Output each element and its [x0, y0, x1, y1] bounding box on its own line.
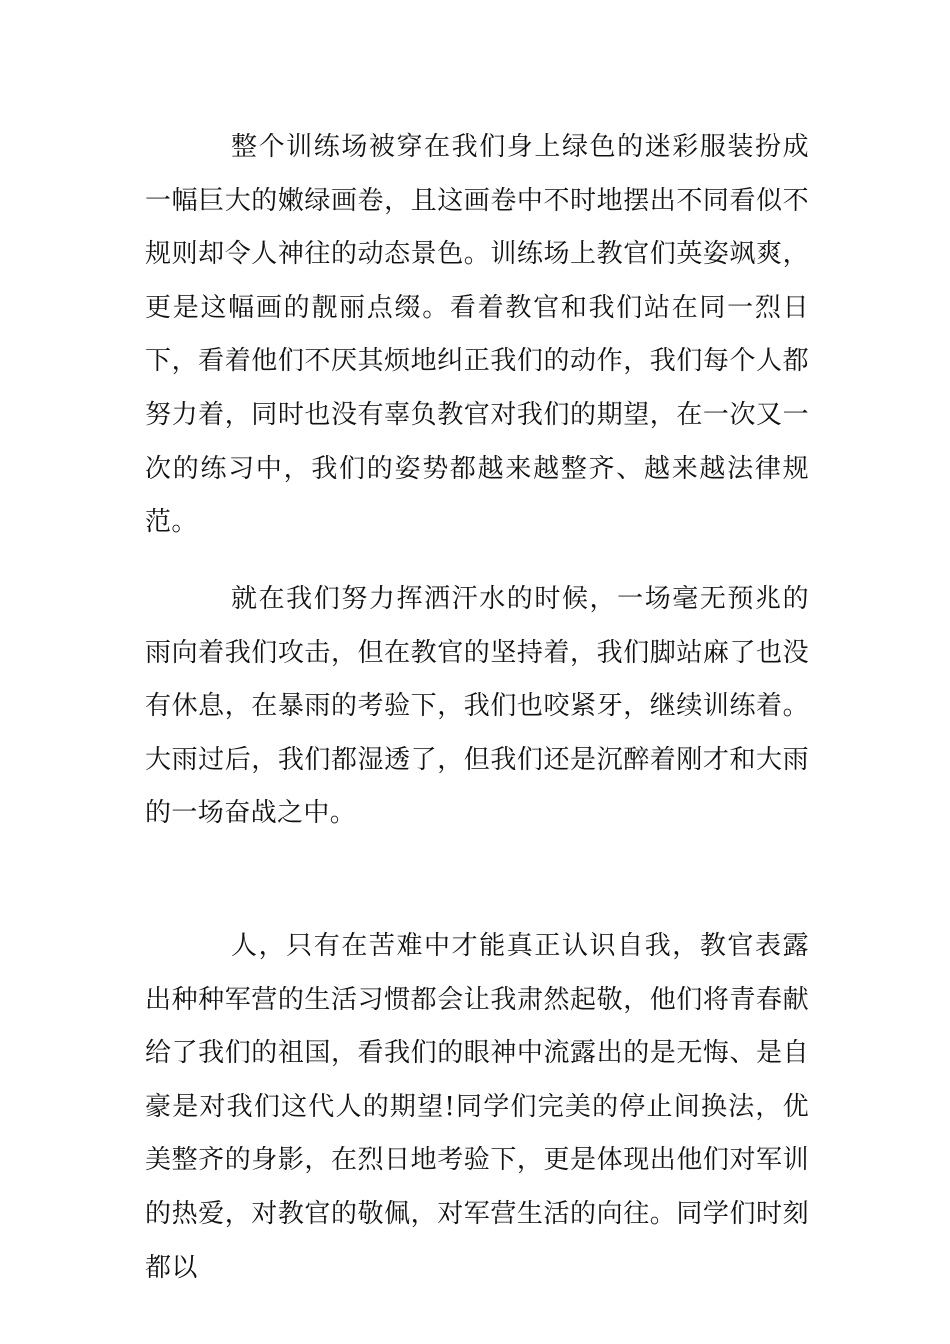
paragraph-2: 就在我们努力挥洒汗水的时候，一场毫无预兆的雨向着我们攻击，但在教官的坚持着，我们脚站麻了也没有休息，在暴雨的考验下，我们也咬紧牙，继续训练着。大雨过后，我们都湿透了，但我们还是沉醉着刚才和大雨的一场奋战之中。 [145, 584, 809, 829]
paragraph-1: 整个训练场被穿在我们身上绿色的迷彩服装扮成一幅巨大的嫩绿画卷，且这画卷中不时地摆出不同看似不规则却令人神往的动态景色。训练场上教官们英姿飒爽，更是这幅画的靓丽点缀。看着教官和我们站在同一烈日下，看着他们不厌其烦地纠正我们的动作，我们每个人都努力着，同时也没有辜负教官对我们的期望，在一次又一次的练习中，我们的姿势都越来越整齐、越来越法律规范。 [145, 132, 809, 538]
paragraph-3: 人，只有在苦难中才能真正认识自我，教官表露出种种军营的生活习惯都会让我肃然起敬，他们将青春献给了我们的祖国，看我们的眼神中流露出的是无悔、是自豪是对我们这代人的期望!同学们完美的停止间换法，优美整齐的身影，在烈日地考验下，更是体现出他们对军训的热爱，对教官的敬佩，对军营生活的向往。同学们时刻都以 [145, 931, 809, 1283]
